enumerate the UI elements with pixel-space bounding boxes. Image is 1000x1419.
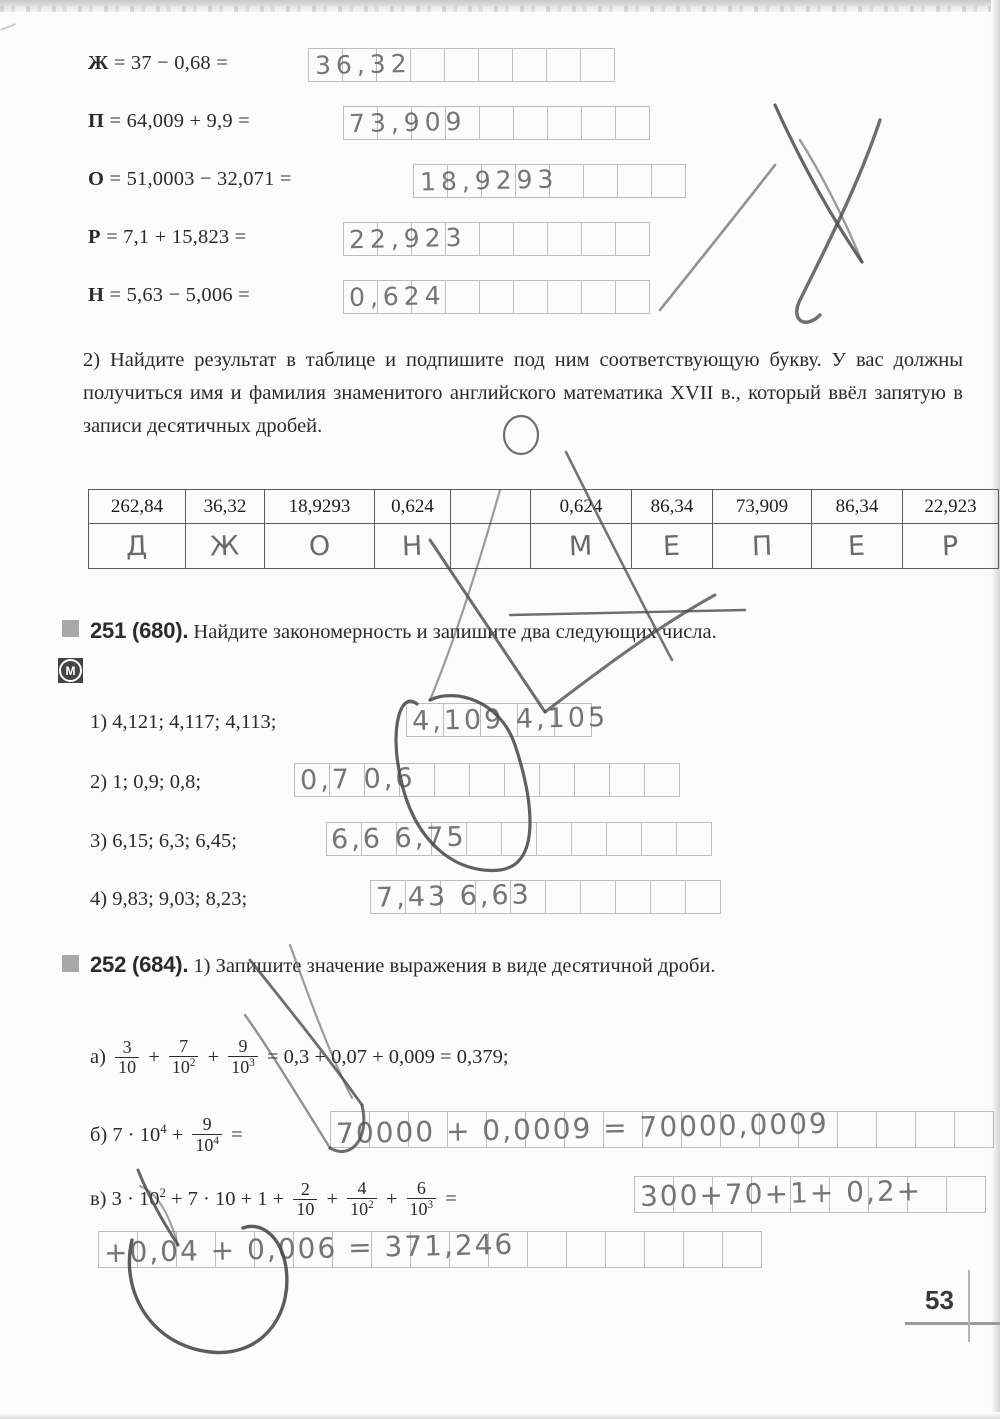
handwritten-answer-251-4: 7,43 6,63 <box>375 879 533 914</box>
fraction-2-over-10: $\frac{2}{10}$ <box>293 1180 317 1220</box>
handwritten-answer-zh: 36,32 <box>314 48 412 81</box>
page-number: 53 <box>925 1285 954 1315</box>
task-251-item-4-label: 4) 9,83; 9,03; 8,23; <box>90 888 248 910</box>
answer-cell[interactable] <box>435 764 470 796</box>
task-252-text: Запишите значение выражения в виде десятичной дроби. <box>215 955 716 977</box>
answer-cell[interactable] <box>955 1112 994 1147</box>
answer-cell[interactable] <box>723 1232 762 1267</box>
equation-letter: П <box>88 110 105 132</box>
instruction-paragraph <box>83 344 963 443</box>
task-252-sub: 1) <box>193 955 211 977</box>
answer-cell[interactable] <box>916 1112 955 1147</box>
answer-cell[interactable] <box>514 281 548 313</box>
square-bullet-252 <box>62 955 79 972</box>
value-cell: 0,624 <box>375 490 451 524</box>
instruction-text: Найдите результат в таблице и подпишите под ним соответствующую букву. У вас должны получиться имя и фамилия знаменитого английского математика XVII в., который ввёл запятую в записи десятичных дробей. <box>83 349 963 437</box>
answer-cell[interactable] <box>548 107 582 139</box>
scan-corner-tick <box>0 23 16 31</box>
answer-cell[interactable] <box>584 165 618 197</box>
equals-sign: = <box>231 1124 243 1147</box>
value-cell: 86,34 <box>632 490 713 524</box>
answer-cell[interactable] <box>581 49 615 81</box>
answer-cell[interactable] <box>480 281 514 313</box>
equation-row-p <box>88 110 250 133</box>
answer-cell[interactable] <box>616 881 651 913</box>
answer-cell[interactable] <box>479 49 513 81</box>
letter-cell[interactable]: Е <box>632 524 713 569</box>
answer-cell[interactable] <box>445 49 479 81</box>
answer-cell[interactable] <box>616 107 650 139</box>
item-b-label: б) $7 \cdot 10^4$ <box>90 1122 167 1147</box>
equation-letter: Н <box>88 284 105 306</box>
scan-edge-top-texture <box>0 6 1000 12</box>
equation-letter: Р <box>88 226 101 248</box>
equation-row-o <box>88 168 292 191</box>
answer-cell[interactable] <box>877 1112 916 1147</box>
answer-cell[interactable] <box>548 223 582 255</box>
answer-cell[interactable] <box>540 764 575 796</box>
answer-cell[interactable] <box>547 49 581 81</box>
page-number-vertical-rule <box>968 1270 970 1342</box>
m-badge-label: M <box>59 659 82 682</box>
plus-sign: + <box>171 1124 184 1147</box>
answer-cell[interactable] <box>686 881 721 913</box>
value-cell: 86,34 <box>812 490 903 524</box>
fraction-7-over-10sq: $\frac{7}{10^2}$ <box>169 1037 199 1078</box>
value-cell <box>451 490 531 524</box>
item-v-label: в) $3 \cdot 10^2$ <box>90 1186 166 1211</box>
task-251-number: 251 (680). <box>90 618 189 643</box>
answer-cell[interactable] <box>411 49 445 81</box>
answer-cell[interactable] <box>548 281 582 313</box>
task-252-number: 252 (684). <box>90 952 189 977</box>
equals-sign: = <box>445 1188 457 1211</box>
fraction-4-over-10sq: $\frac{4}{10^2}$ <box>347 1179 377 1220</box>
answer-cell[interactable] <box>514 107 548 139</box>
task-252-item-v <box>90 1180 457 1221</box>
task-251-item-3-label: 3) 6,15; 6,3; 6,45; <box>90 830 237 852</box>
handwritten-answer-r: 22,923 <box>348 222 467 255</box>
fraction-9-over-10p4: $\frac{9}{10^4}$ <box>192 1115 222 1156</box>
equation-expression: = 51,0003 − 32,071 = <box>109 168 292 190</box>
value-cell: 22,923 <box>903 490 999 524</box>
answer-cell[interactable] <box>480 107 514 139</box>
answer-cell[interactable] <box>470 764 505 796</box>
letter-cell[interactable] <box>451 524 531 569</box>
table-row-letters[interactable] <box>89 524 999 569</box>
handwritten-answer-251-2: 0,7 0,6 <box>299 762 416 797</box>
task-251-item-2-label: 2) 1; 0,9; 0,8; <box>90 771 202 793</box>
answer-cell[interactable] <box>467 823 502 855</box>
equation-expression: = 37 − 0,68 = <box>113 52 228 74</box>
item-a-result: = 0,3 + 0,07 + 0,009 = 0,379; <box>266 1046 509 1069</box>
fraction-3-over-10: $\frac{3}{10}$ <box>115 1038 139 1078</box>
answer-cell[interactable] <box>505 764 540 796</box>
letter-cell[interactable]: Ж <box>186 524 265 569</box>
answer-cell[interactable] <box>537 823 572 855</box>
letter-cell[interactable]: Е <box>812 524 903 569</box>
answer-cell[interactable] <box>572 823 607 855</box>
value-cell: 18,9293 <box>265 490 375 524</box>
value-cell: 36,32 <box>186 490 265 524</box>
m-badge-icon <box>58 658 83 683</box>
fraction-6-over-10cb: $\frac{6}{10^3}$ <box>407 1179 437 1220</box>
task-251-heading <box>90 614 980 649</box>
task-252-item-b <box>90 1116 243 1157</box>
answer-cell[interactable] <box>607 823 642 855</box>
plus-sign: + <box>207 1046 220 1069</box>
item-a-label: а) <box>90 1046 106 1069</box>
answer-cell[interactable] <box>677 823 712 855</box>
handwritten-answer-252-v-line1: 300+70+1+ 0,2+ <box>639 1174 923 1213</box>
fraction-9-over-10cb: $\frac{9}{10^3}$ <box>228 1037 258 1078</box>
letter-cell[interactable]: О <box>265 524 375 569</box>
task-251-text: Найдите закономерность и запишите два следующих числа. <box>193 621 717 643</box>
item-v-mid: + 7 · 10 + 1 + <box>170 1188 285 1211</box>
equation-letter: О <box>88 168 105 190</box>
equation-letter: Ж <box>88 52 109 74</box>
answer-cell[interactable] <box>618 165 652 197</box>
value-cell: 262,84 <box>89 490 186 524</box>
value-letter-table <box>88 489 999 569</box>
plus-sign: + <box>385 1188 398 1211</box>
value-cell: 0,624 <box>531 490 632 524</box>
answer-cell[interactable] <box>947 1177 986 1212</box>
answer-cell[interactable] <box>642 823 677 855</box>
handwritten-answer-o: 18,9293 <box>419 164 559 197</box>
answer-cell[interactable] <box>582 107 616 139</box>
answer-cell[interactable] <box>684 1232 723 1267</box>
plus-sign: + <box>326 1188 339 1211</box>
handwritten-answer-252-v-line2: +0,04 + 0,006 = 371,246 <box>103 1227 515 1270</box>
answer-cell[interactable] <box>502 823 537 855</box>
answer-cell[interactable] <box>582 223 616 255</box>
handwritten-answer-p: 73,909 <box>348 106 467 139</box>
equation-row-n <box>88 284 250 307</box>
equation-expression: = 5,63 − 5,006 = <box>109 284 250 306</box>
letter-cell[interactable]: Р <box>903 524 999 569</box>
answer-cell[interactable] <box>645 764 680 796</box>
task-252-heading <box>90 948 980 983</box>
table-row-values <box>89 490 999 524</box>
handwritten-answer-251-3: 6,6 6,75 <box>330 821 467 856</box>
answer-cell[interactable] <box>610 764 645 796</box>
equation-expression: = 7,1 + 15,823 = <box>106 226 247 248</box>
task-251-item-1-label: 1) 4,121; 4,117; 4,113; <box>90 711 277 733</box>
answer-cell[interactable] <box>567 1232 606 1267</box>
scan-edge-right <box>991 0 1000 1419</box>
plus-sign: + <box>148 1046 160 1069</box>
answer-cell[interactable] <box>651 881 686 913</box>
answer-cell[interactable] <box>645 1232 684 1267</box>
page-number-rule <box>905 1322 1000 1325</box>
handwritten-answer-n: 0,624 <box>348 280 446 313</box>
value-cell: 73,909 <box>713 490 812 524</box>
answer-cell[interactable] <box>528 1232 567 1267</box>
handwritten-answer-252-b: 70000 + 0,0009 = 70000,0009 <box>335 1106 830 1151</box>
instruction-number: 2) <box>83 349 101 371</box>
answer-cell[interactable] <box>582 281 616 313</box>
answer-cell[interactable] <box>480 223 514 255</box>
answer-cell[interactable] <box>606 1232 645 1267</box>
letter-cell[interactable]: Н <box>375 524 451 569</box>
answer-cell[interactable] <box>581 881 616 913</box>
equation-expression: = 64,009 + 9,9 = <box>109 110 250 132</box>
letter-cell[interactable]: М <box>531 524 632 569</box>
answer-cell[interactable] <box>513 49 547 81</box>
scan-edge-bottom <box>0 1412 1000 1419</box>
answer-cell[interactable] <box>616 223 650 255</box>
answer-cell[interactable] <box>514 223 548 255</box>
equation-row-zh <box>88 52 228 75</box>
answer-cell[interactable] <box>446 281 480 313</box>
answer-cell[interactable] <box>575 764 610 796</box>
letter-cell[interactable]: Д <box>89 524 186 569</box>
square-bullet-251 <box>62 620 79 637</box>
answer-cell[interactable] <box>652 165 686 197</box>
equation-row-r <box>88 226 246 249</box>
handwritten-answer-251-1: 4,109 4,105 <box>411 701 609 738</box>
answer-cell[interactable] <box>616 281 650 313</box>
letter-cell[interactable]: П <box>713 524 812 569</box>
answer-cell[interactable] <box>838 1112 877 1147</box>
task-252-item-a <box>90 1038 509 1079</box>
answer-cell[interactable] <box>546 881 581 913</box>
